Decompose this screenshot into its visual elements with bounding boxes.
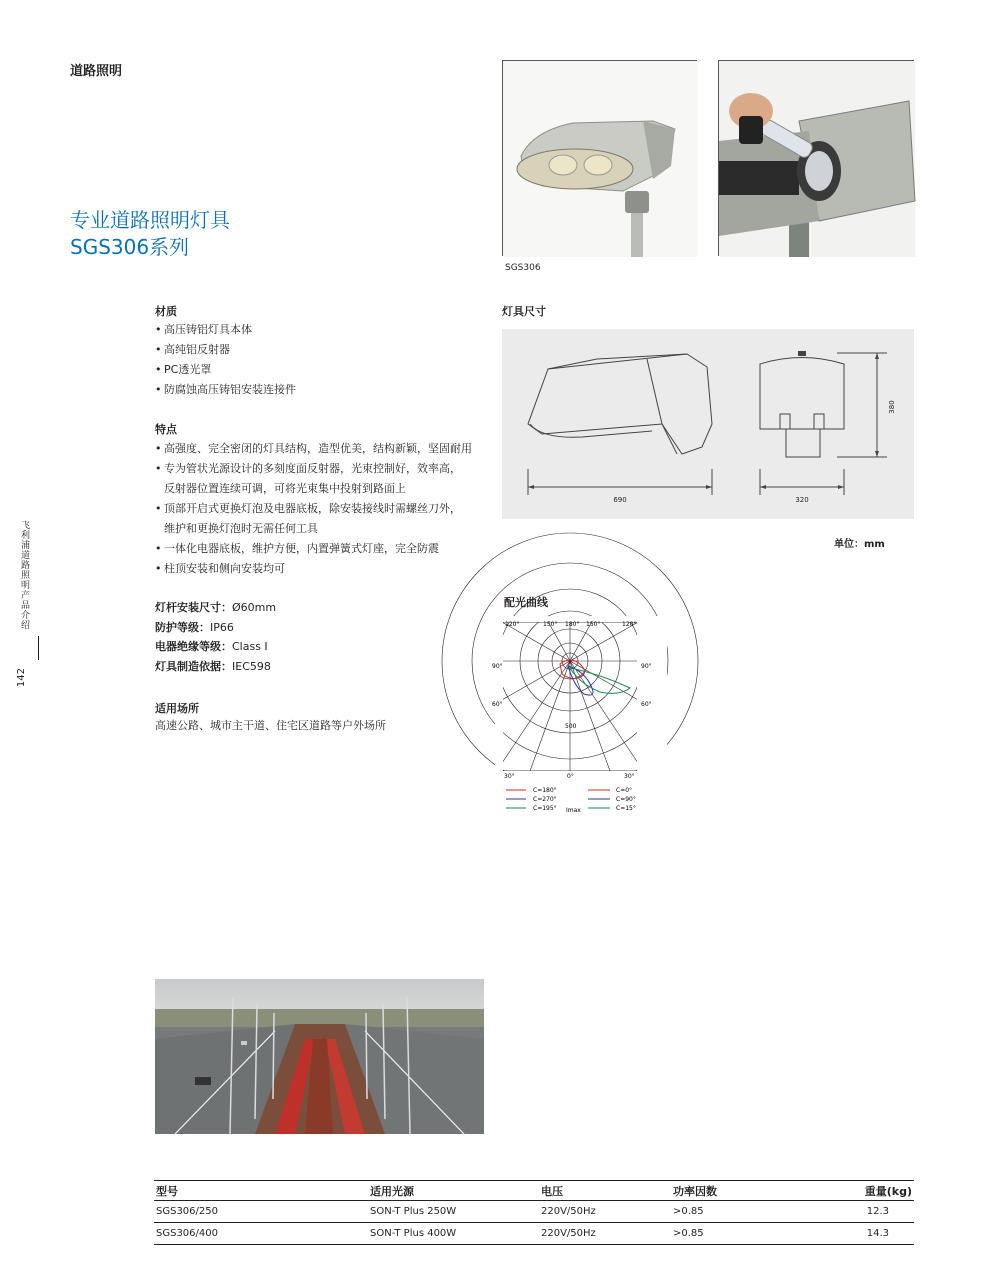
- application-heading: 适用场所: [155, 702, 199, 715]
- spec-row: 灯具制造依据：IEC598: [155, 659, 271, 673]
- cell-pf: >0.85: [671, 1223, 821, 1245]
- legend-label: C=195°: [533, 805, 557, 812]
- legend-label: C=0°: [616, 787, 633, 794]
- side-label: [16, 520, 42, 700]
- spec-list: [155, 598, 276, 676]
- width-label: 320: [795, 496, 809, 504]
- col-weight: 重量(kg): [821, 1181, 914, 1201]
- photo-caption: SGS306: [505, 263, 541, 273]
- polar-side-label: 90°: [492, 663, 503, 670]
- spec-row: 电器绝缘等级：Class I: [155, 640, 268, 653]
- cell-weight: 14.3: [821, 1223, 914, 1245]
- height-label: 380: [888, 400, 896, 414]
- polar-side-label: 60°: [641, 701, 652, 708]
- maintenance-photo: [718, 60, 914, 256]
- imax-label: Imax: [566, 807, 581, 814]
- application-text: 高速公路、城市主干道、住宅区道路等户外场所: [155, 719, 386, 732]
- title-line-2: SGS306系列: [70, 235, 190, 259]
- polar-diagram: [492, 616, 660, 816]
- list-item: • 高纯铝反射器: [155, 340, 296, 360]
- polar-top-label: 150°: [543, 621, 558, 628]
- polar-scale-label: 500: [565, 723, 577, 730]
- cell-voltage: 220V/50Hz: [539, 1223, 671, 1245]
- spec-table: [154, 1180, 914, 1245]
- cell-source: SON-T Plus 400W: [368, 1223, 539, 1245]
- col-voltage: 电压: [539, 1181, 671, 1201]
- polar-bottom-label: 30°: [624, 773, 635, 780]
- list-item: • PC透光罩: [155, 360, 296, 380]
- polar-heading: 配光曲线: [504, 596, 548, 609]
- spec-row: 灯杆安装尺寸：Ø60mm: [155, 601, 277, 614]
- col-model: 型号: [154, 1181, 368, 1201]
- cell-voltage: 220V/50Hz: [539, 1201, 671, 1223]
- page-title: [70, 207, 230, 261]
- dimension-drawing: [502, 329, 914, 519]
- material-heading: 材质: [155, 305, 177, 318]
- cell-source: SON-T Plus 250W: [368, 1201, 539, 1223]
- polar-top-label: 120°: [505, 621, 520, 628]
- list-item: • 高强度、完全密闭的灯具结构，造型优美，结构新颖，坚固耐用: [155, 439, 472, 459]
- polar-side-label: 90°: [641, 663, 652, 670]
- legend-label: C=270°: [533, 796, 557, 803]
- polar-bottom-label: 0°: [567, 773, 574, 780]
- cell-pf: >0.85: [671, 1201, 821, 1223]
- polar-top-label: 180°: [565, 621, 580, 628]
- col-pf: 功率因数: [671, 1181, 821, 1201]
- features-list: [155, 439, 472, 579]
- legend-label: C=180°: [533, 787, 557, 794]
- list-item: • 专为管状光源设计的多刻度面反射器，光束控制好，效率高，: [155, 459, 472, 479]
- list-item: • 一体化电器底板，维护方便，内置弹簧式灯座，完全防震: [155, 539, 472, 559]
- polar-bottom-label: 30°: [504, 773, 515, 780]
- table-row: [154, 1201, 914, 1223]
- list-item-continuation: 维护和更换灯泡时无需任何工具: [164, 522, 318, 535]
- side-label-text: 飞利浦道路照明产品介绍: [19, 520, 29, 630]
- list-item: • 高压铸铝灯具本体: [155, 320, 296, 340]
- dimensions-heading: 灯具尺寸: [502, 305, 546, 318]
- section-label: 道路照明: [70, 64, 123, 79]
- table-row: [154, 1223, 914, 1245]
- list-item: • 顶部开启式更换灯泡及电器底板，除安装接线时需螺丝刀外，: [155, 499, 472, 519]
- polar-side-label: 60°: [492, 701, 503, 708]
- legend-label: C=90°: [616, 796, 636, 803]
- road-photo: [155, 979, 484, 1134]
- title-line-1: 专业道路照明灯具: [70, 208, 230, 232]
- table-header-row: [154, 1181, 914, 1201]
- product-photo: [502, 60, 697, 256]
- cell-model: SGS306/400: [154, 1223, 368, 1245]
- spec-row: 防护等级：IP66: [155, 620, 234, 634]
- length-label: 690: [613, 496, 627, 504]
- material-list: [155, 320, 296, 400]
- polar-top-label: 150°: [586, 621, 601, 628]
- legend-label: C=15°: [616, 805, 636, 812]
- cell-model: SGS306/250: [154, 1201, 368, 1223]
- cell-weight: 12.3: [821, 1201, 914, 1223]
- list-item-continuation: 反射器位置连续可调，可将光束集中投射到路面上: [164, 482, 406, 495]
- list-item: • 柱顶安装和侧向安装均可: [155, 559, 472, 579]
- list-item: • 防腐蚀高压铸铝安装连接件: [155, 380, 296, 400]
- polar-top-label: 120°: [622, 621, 637, 628]
- side-divider: [38, 636, 39, 660]
- unit-label: 单位：mm: [834, 539, 885, 550]
- col-source: 适用光源: [368, 1181, 539, 1201]
- page-number: 142: [16, 668, 27, 688]
- features-heading: 特点: [155, 423, 177, 436]
